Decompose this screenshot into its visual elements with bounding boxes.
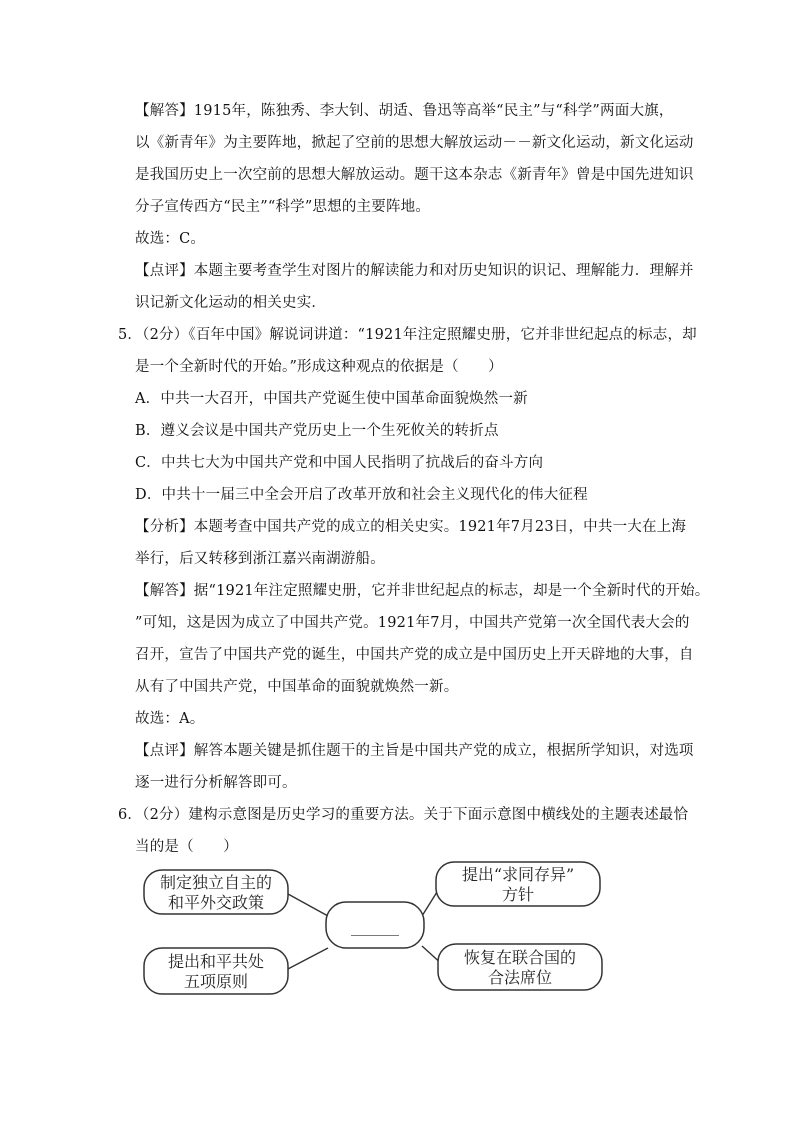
node-tr-line-1: 提出“求同存异”	[461, 865, 575, 884]
node-independent-peaceful-diplomacy	[144, 870, 288, 914]
q5-analysis-line-2: 举行，后又转移到浙江嘉兴南湖游船。	[135, 551, 385, 567]
node-tr-line-2: 方针	[501, 885, 535, 904]
connector-bottom-left	[286, 948, 328, 970]
q4-answer-line-1: 【解答】1915年，陈独秀、李大钊、胡适、鲁迅等高举“民主”与“科学”两面大旗，	[135, 103, 674, 119]
q4-comment-line-1: 【点评】本题主要考查学生对图片的解读能力和对历史知识的识记、理解能力．理解并	[135, 263, 694, 279]
center-blank-line: ______	[351, 917, 399, 936]
concept-diagram	[140, 858, 620, 1003]
q4-answer-line-2: 以《新青年》为主要阵地，掀起了空前的思想大解放运动－－新文化运动，新文化运动	[135, 135, 694, 151]
q5-option-a: A．中共一大召开，中国共产党诞生使中国革命面貌焕然一新	[135, 391, 528, 407]
q4-choice: 故选：C。	[135, 231, 206, 247]
q4-answer-line-4: 分子宣传西方“民主”“科学”思想的主要阵地。	[135, 199, 431, 215]
node-tl-line-2: 和平外交政策	[167, 893, 265, 912]
q5-stem-line-1: 5．（2分）《百年中国》解说词讲道：“1921年注定照耀史册，它并非世纪起点的标志，却	[118, 327, 697, 343]
node-bl-line-1: 提出和平共处	[167, 952, 265, 971]
node-br-line-2: 合法席位	[487, 968, 553, 987]
node-br-line-1: 恢复在联合国的	[463, 948, 577, 967]
q6-stem-line-2: 当的是（ ）	[135, 839, 238, 855]
node-center-blank	[326, 902, 424, 948]
node-five-principles	[144, 948, 288, 994]
q5-option-c: C．中共七大为中国共产党和中国人民指明了抗战后的奋斗方向	[135, 455, 544, 471]
q5-stem-line-2: 是一个全新时代的开始。”形成这种观点的依据是（ ）	[135, 359, 503, 375]
node-bl-line-2: 五项原则	[183, 972, 249, 991]
connector-top-left	[288, 894, 328, 916]
q5-comment-line-2: 逐一进行分析解答即可。	[135, 775, 297, 791]
q5-answer-line-4: 从有了中国共产党，中国革命的面貌就焕然一新。	[135, 679, 459, 695]
q5-option-d: D．中共十一届三中全会开启了改革开放和社会主义现代化的伟大征程	[135, 487, 588, 503]
q5-answer-line-2: ”可知，这是因为成立了中国共产党。1921年7月，中国共产党第一次全国代表大会的	[135, 615, 690, 631]
q5-analysis-line-1: 【分析】本题考查中国共产党的成立的相关史实。1921年7月23日，中共一大在上海	[135, 519, 687, 535]
node-seek-common-ground	[436, 862, 600, 906]
q5-answer-line-1: 【解答】据“1921年注定照耀史册，它并非世纪起点的标志，却是一个全新时代的开始。	[135, 583, 710, 599]
q4-answer-line-3: 是我国历史上一次空前的思想大解放运动。题干这本杂志《新青年》曾是中国先进知识	[135, 167, 694, 183]
node-un-seat-restored	[438, 944, 602, 990]
node-tl-line-1: 制定独立自主的	[159, 873, 273, 892]
q5-answer-line-3: 召开，宣告了中国共产党的诞生，中国共产党的成立是中国历史上开天辟地的大事，自	[135, 647, 694, 663]
q5-comment-line-1: 【点评】解答本题关键是抓住题干的主旨是中国共产党的成立，根据所学知识，对选项	[135, 743, 694, 759]
q5-choice: 故选：A。	[135, 711, 205, 727]
q5-option-b: B．遵义会议是中国共产党历史上一个生死攸关的转折点	[135, 423, 499, 439]
q4-comment-line-2: 识记新文化运动的相关史实．	[135, 295, 327, 311]
q6-stem-line-1: 6．（2分）建构示意图是历史学习的重要方法。关于下面示意图中横线处的主题表述最恰	[118, 807, 689, 823]
